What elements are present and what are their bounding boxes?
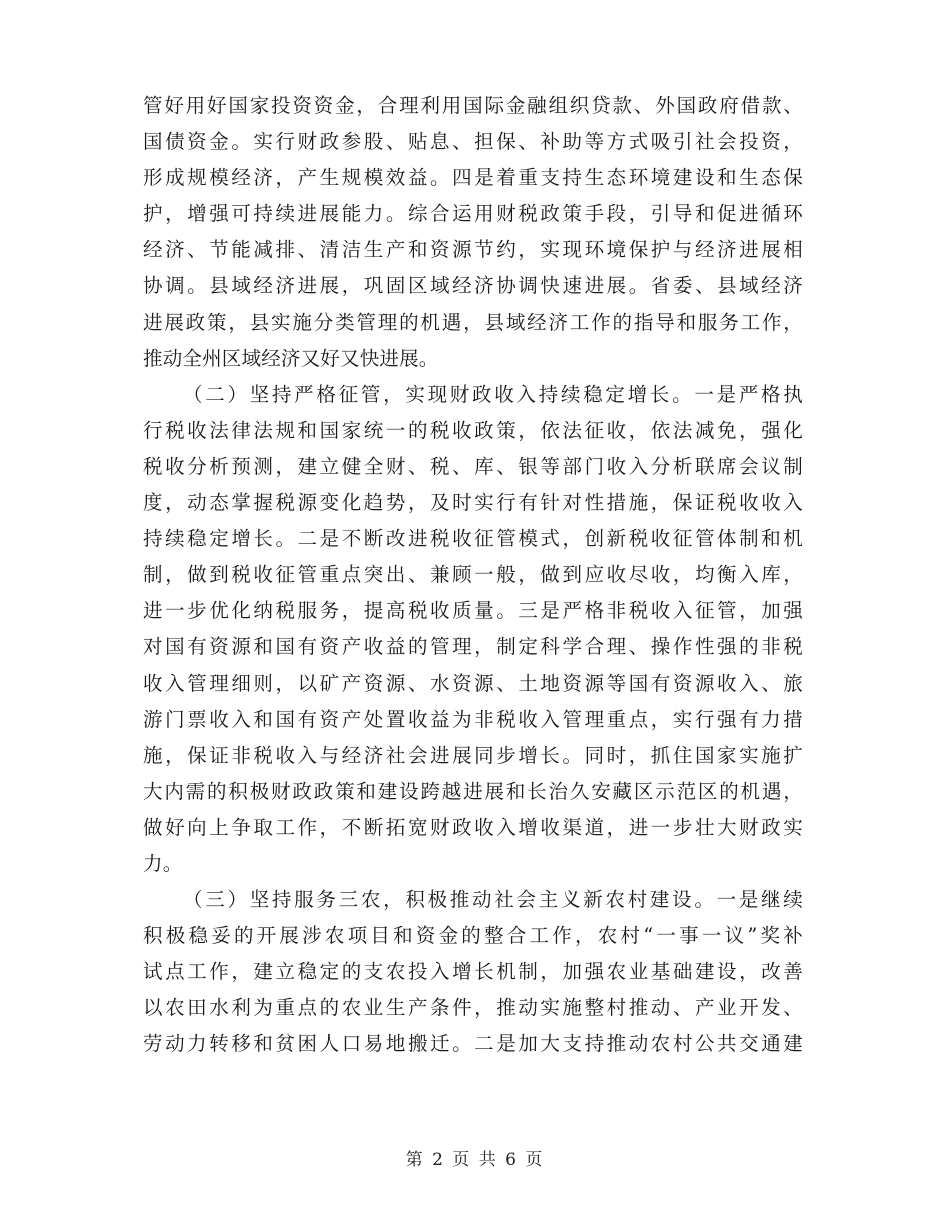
text-line: 劳动力转移和贫困人口易地搬迁。二是加大支持推动农村公共交通建 [143,1032,803,1056]
text-line: 度，动态掌握税源变化趋势，及时实行有针对性措施，保证税收收入 [143,491,803,515]
text-line: 力。 [143,851,183,875]
text-line: 以农田水利为重点的农业生产条件，推动实施整村推动、产业开发、 [143,996,803,1020]
text-line: 推动全州区域经济又好又快进展。 [143,346,439,370]
text-line: 做好向上争取工作，不断拓宽财政收入增收渠道，进一步壮大财政实 [143,815,803,839]
text-line: 进展政策，县实施分类管理的机遇，县域经济工作的指导和服务工作， [143,310,803,334]
text-line: 经济、节能减排、清洁生产和资源节约，实现环境保护与经济进展相 [143,238,803,262]
text-line: 对国有资源和国有资产收益的管理，制定科学合理、操作性强的非税 [143,635,803,659]
text-line: 大内需的积极财政政策和建设跨越进展和长治久安藏区示范区的机遇， [143,779,803,803]
text-line: 协调。县域经济进展，巩固区域经济协调快速进展。省委、县域经济 [143,274,803,298]
text-line: （三）坚持服务三农，积极推动社会主义新农村建设。一是继续 [183,888,803,912]
text-line: 行税收法律法规和国家统一的税收政策，依法征收，依法减免，强化 [143,418,803,442]
text-line: 制，做到税收征管重点突出、兼顾一般，做到应收尽收，均衡入库， [143,563,803,587]
text-line: 进一步优化纳税服务，提高税收质量。三是严格非税收入征管，加强 [143,599,803,623]
text-line: 积极稳妥的开展涉农项目和资金的整合工作，农村“一事一议”奖补 [143,924,803,948]
text-line: 税收分析预测，建立健全财、税、库、银等部门收入分析联席会议制 [143,454,803,478]
text-line: 试点工作，建立稳定的支农投入增长机制，加强农业基础建设，改善 [143,960,803,984]
text-line: 施，保证非税收入与经济社会进展同步增长。同时，抓住国家实施扩 [143,743,803,767]
paragraph [143,882,803,1062]
text-line: 形成规模经济，产生规模效益。四是着重支持生态环境建设和生态保 [143,166,803,190]
text-line: （二）坚持严格征管，实现财政收入持续稳定增长。一是严格执 [183,382,803,406]
text-line: 国债资金。实行财政参股、贴息、担保、补助等方式吸引社会投资， [143,130,803,154]
paragraph [143,88,803,377]
page-footer: 第 2 页 共 6 页 [405,1150,545,1170]
text-line: 游门票收入和国有资产处置收益为非税收入管理重点，实行强有力措 [143,707,803,731]
text-line: 持续稳定增长。二是不断改进税收征管模式，创新税收征管体制和机 [143,527,803,551]
paragraph [143,377,803,882]
body-text [143,88,803,1063]
text-line: 管好用好国家投资资金，合理利用国际金融组织贷款、外国政府借款、 [143,94,803,117]
text-line: 收入管理细则，以矿产资源、水资源、土地资源等国有资源收入、旅 [143,671,803,695]
text-line: 护，增强可持续进展能力。综合运用财税政策手段，引导和促进循环 [143,202,803,226]
